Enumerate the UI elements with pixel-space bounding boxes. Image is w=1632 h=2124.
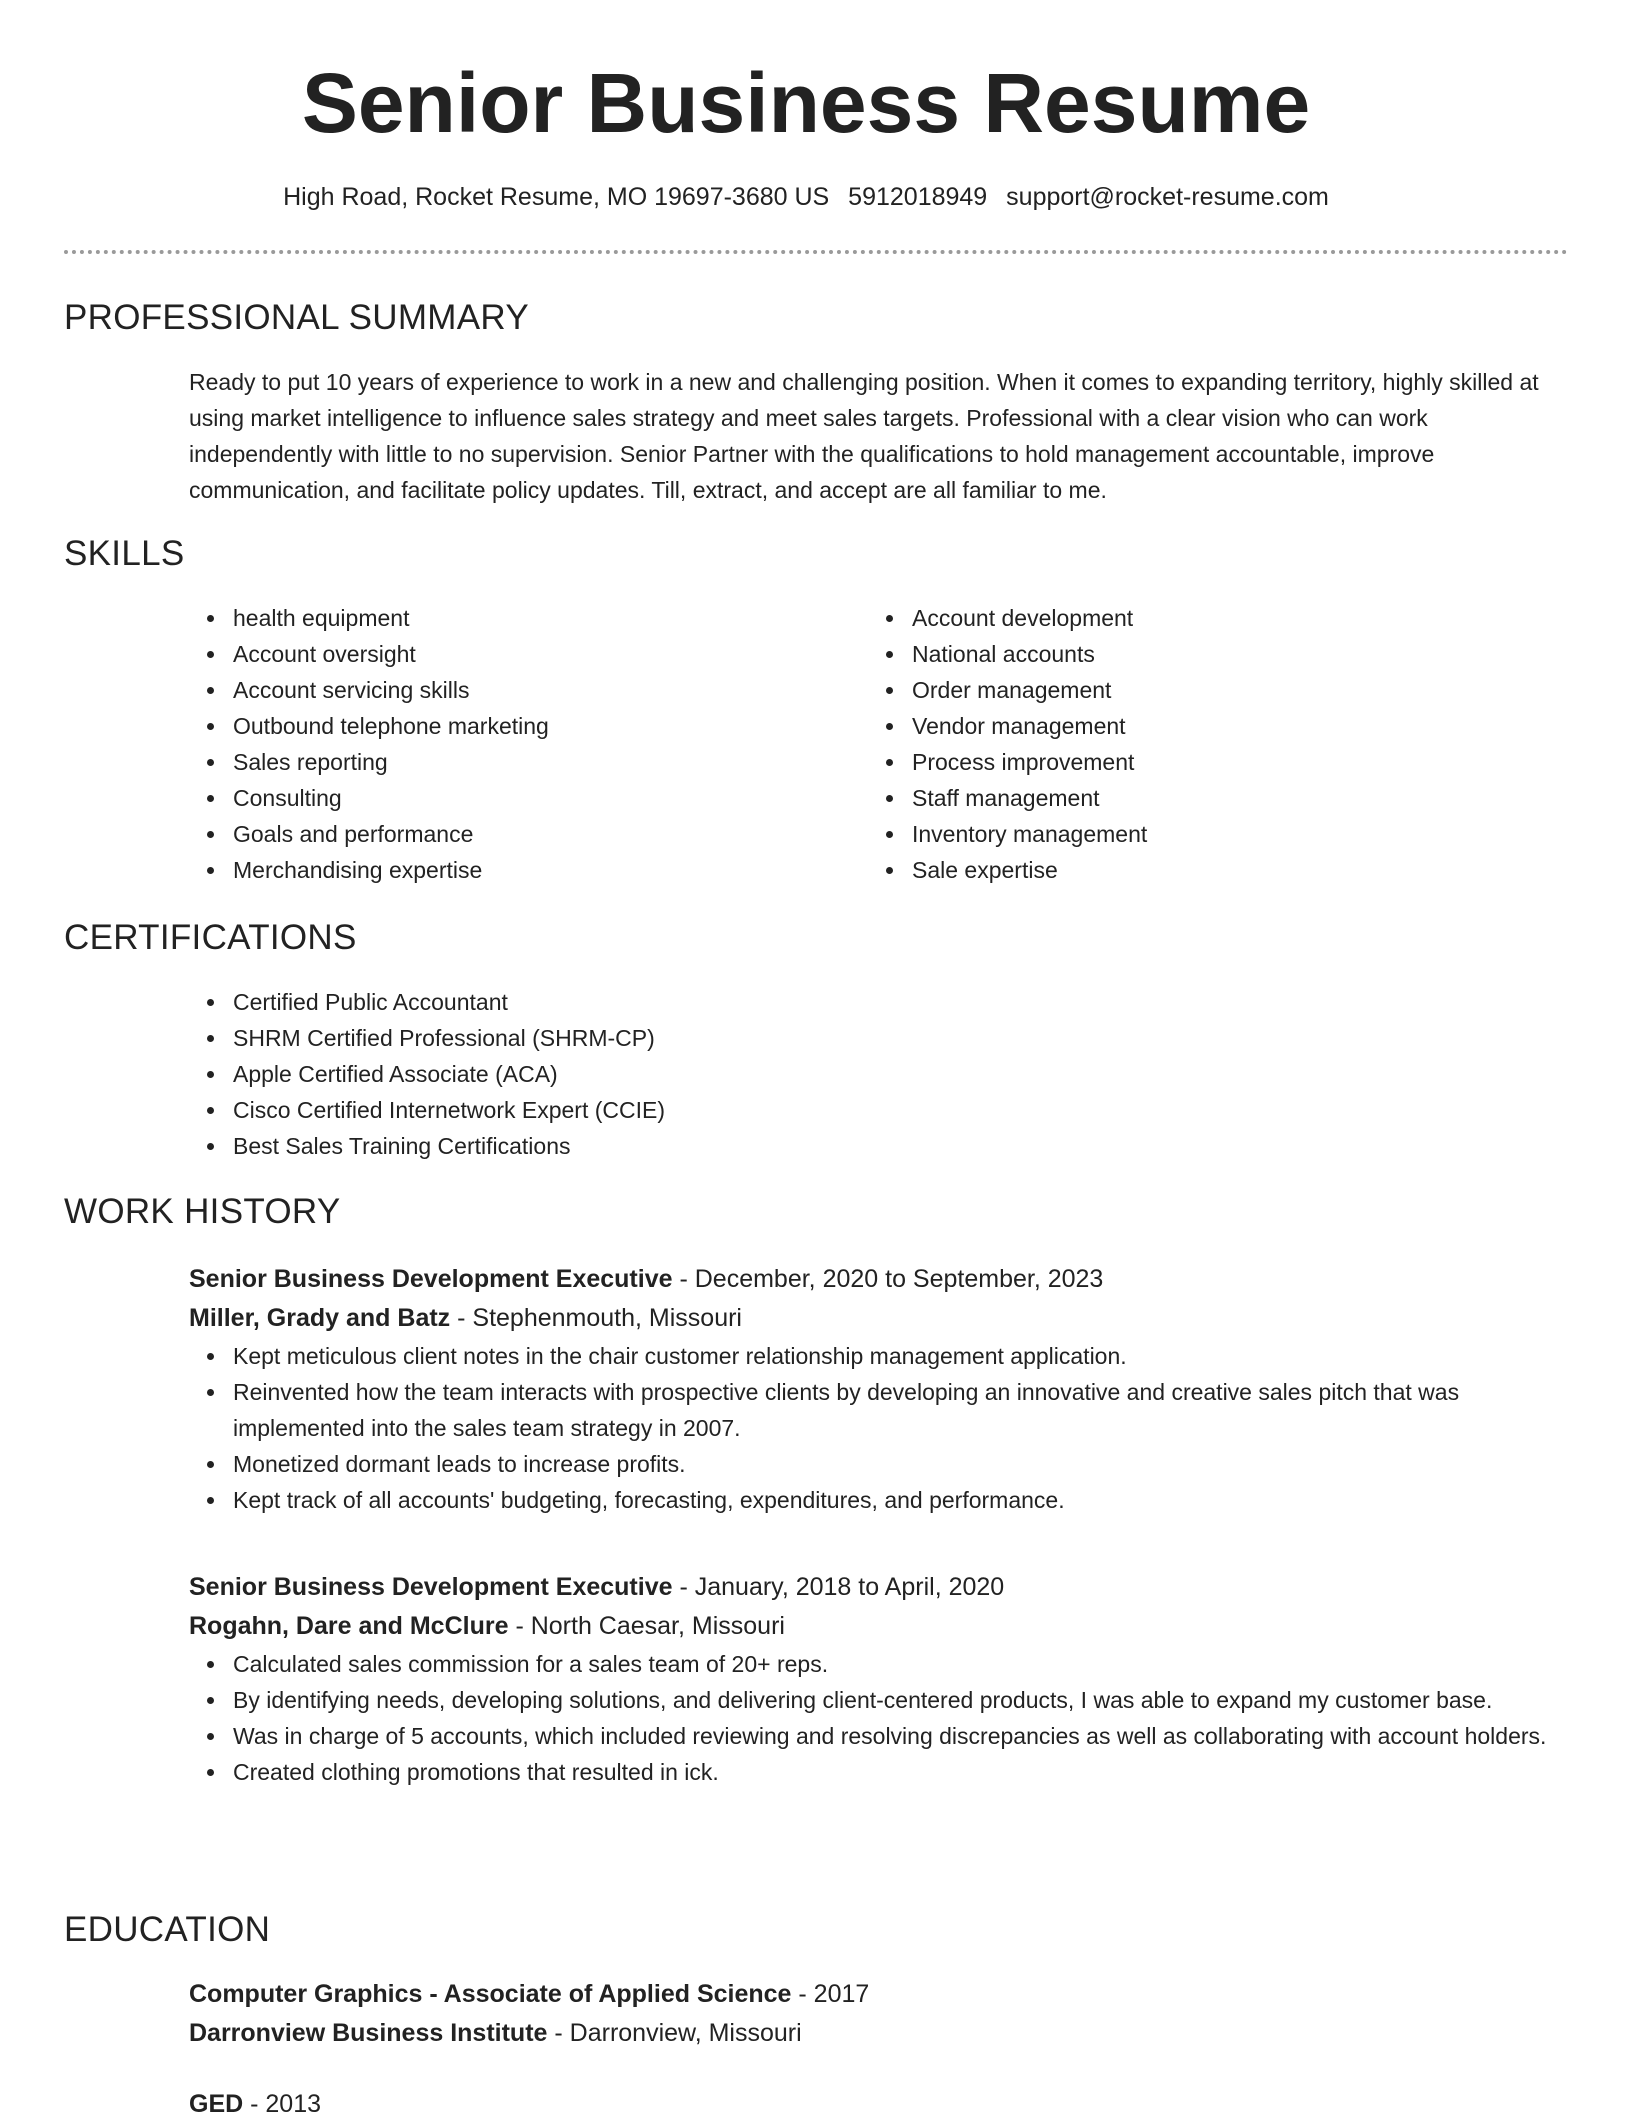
job-title: Senior Business Development Executive (189, 1265, 673, 1293)
job-title: Senior Business Development Executive (189, 1573, 673, 1601)
education-school-line (189, 2014, 1569, 2053)
job-company-line (189, 1607, 1569, 1646)
job-company: Miller, Grady and Batz (189, 1304, 451, 1332)
section-heading-summary: PROFESSIONAL SUMMARY (64, 298, 529, 337)
job-bullet: Calculated sales commission for a sales team of 20+ reps. (233, 1646, 1569, 1682)
skill-item: Account servicing skills (233, 672, 809, 708)
resume-title: Senior Business Resume (301, 56, 1311, 150)
job-bullet: Kept track of all accounts' budgeting, forecasting, expenditures, and performance. (233, 1482, 1569, 1518)
job-bullets (189, 1646, 1569, 1790)
certification-item: Certified Public Accountant (233, 984, 1089, 1020)
skill-item: National accounts (912, 636, 1488, 672)
education-school: Darronview Business Institute (189, 2019, 548, 2047)
skill-item: Staff management (912, 780, 1488, 816)
education-degree-line (189, 2085, 1569, 2124)
section-heading-certifications: CERTIFICATIONS (64, 918, 357, 957)
education-entry (189, 2085, 1569, 2124)
skill-item: Account oversight (233, 636, 809, 672)
skills-list-left (189, 600, 809, 888)
skill-item: Sales reporting (233, 744, 809, 780)
skill-item: Goals and performance (233, 816, 809, 852)
skill-item: Account development (912, 600, 1488, 636)
contact-phone: 5912018949 (848, 183, 988, 211)
certification-item: Cisco Certified Internetwork Expert (CCIE) (233, 1092, 1089, 1128)
job-dates: - December, 2020 to September, 2023 (672, 1265, 1104, 1293)
skill-item: Sale expertise (912, 852, 1488, 888)
job-bullets (189, 1338, 1569, 1518)
job-title-line (189, 1260, 1569, 1299)
skills-list-right (868, 600, 1488, 888)
job-bullet: Created clothing promotions that resulted in ick. (233, 1754, 1569, 1790)
job-company: Rogahn, Dare and McClure (189, 1612, 509, 1640)
education-location: - Darronview, Missouri (547, 2019, 802, 2047)
education-degree: Computer Graphics - Associate of Applied Science (189, 1980, 792, 2008)
skill-item: Consulting (233, 780, 809, 816)
skill-item: Order management (912, 672, 1488, 708)
skill-item: Inventory management (912, 816, 1488, 852)
job-bullet: Was in charge of 5 accounts, which included reviewing and resolving discrepancies as well as collaborating with account holders. (233, 1718, 1569, 1754)
skill-item: Outbound telephone marketing (233, 708, 809, 744)
education-year: - 2013 (243, 2090, 322, 2118)
section-heading-skills: SKILLS (64, 534, 185, 573)
job-bullet: By identifying needs, developing solutions, and delivering client-centered products, I was able to expand my customer base. (233, 1682, 1569, 1718)
section-heading-work-history: WORK HISTORY (64, 1192, 341, 1231)
job-location: - Stephenmouth, Missouri (450, 1304, 742, 1332)
job-location: - North Caesar, Missouri (508, 1612, 785, 1640)
job-bullet: Reinvented how the team interacts with prospective clients by developing an innovative and creative sales pitch that was implemented into the sales team strategy in 2007. (233, 1374, 1569, 1446)
job-entry (189, 1260, 1569, 1518)
job-bullet: Kept meticulous client notes in the chair customer relationship management application. (233, 1338, 1569, 1374)
skill-item: Vendor management (912, 708, 1488, 744)
skill-item: Merchandising expertise (233, 852, 809, 888)
education-degree: GED (189, 2090, 244, 2118)
job-dates: - January, 2018 to April, 2020 (672, 1573, 1005, 1601)
skill-item: Process improvement (912, 744, 1488, 780)
education-degree-line (189, 1975, 1569, 2014)
contact-address: High Road, Rocket Resume, MO 19697-3680 US (283, 183, 830, 211)
skill-item: health equipment (233, 600, 809, 636)
contact-email: support@rocket-resume.com (1006, 183, 1329, 211)
certification-item: Apple Certified Associate (ACA) (233, 1056, 1089, 1092)
job-entry (189, 1568, 1569, 1790)
certifications-list (189, 984, 1089, 1164)
contact-line (0, 183, 1612, 212)
section-heading-education: EDUCATION (64, 1910, 271, 1949)
certification-item: Best Sales Training Certifications (233, 1128, 1089, 1164)
job-title-line (189, 1568, 1569, 1607)
header-divider (64, 250, 1568, 254)
education-entry (189, 1975, 1569, 2053)
certification-item: SHRM Certified Professional (SHRM-CP) (233, 1020, 1089, 1056)
summary-text: Ready to put 10 years of experience to work in a new and challenging position. When it comes to expanding territory, highly skilled at using market intelligence to influence sales strategy and meet sales targets. Professional with a clear vision who can work independently with little to no supervision. Senior Partner with the qualifications to hold management accountable, improve communication, and facilitate policy updates. Till, extract, and accept are all familiar to me. (189, 369, 1539, 503)
education-year: - 2017 (791, 1980, 870, 2008)
job-bullet: Monetized dormant leads to increase profits. (233, 1446, 1569, 1482)
summary-section (189, 364, 1564, 508)
job-company-line (189, 1299, 1569, 1338)
